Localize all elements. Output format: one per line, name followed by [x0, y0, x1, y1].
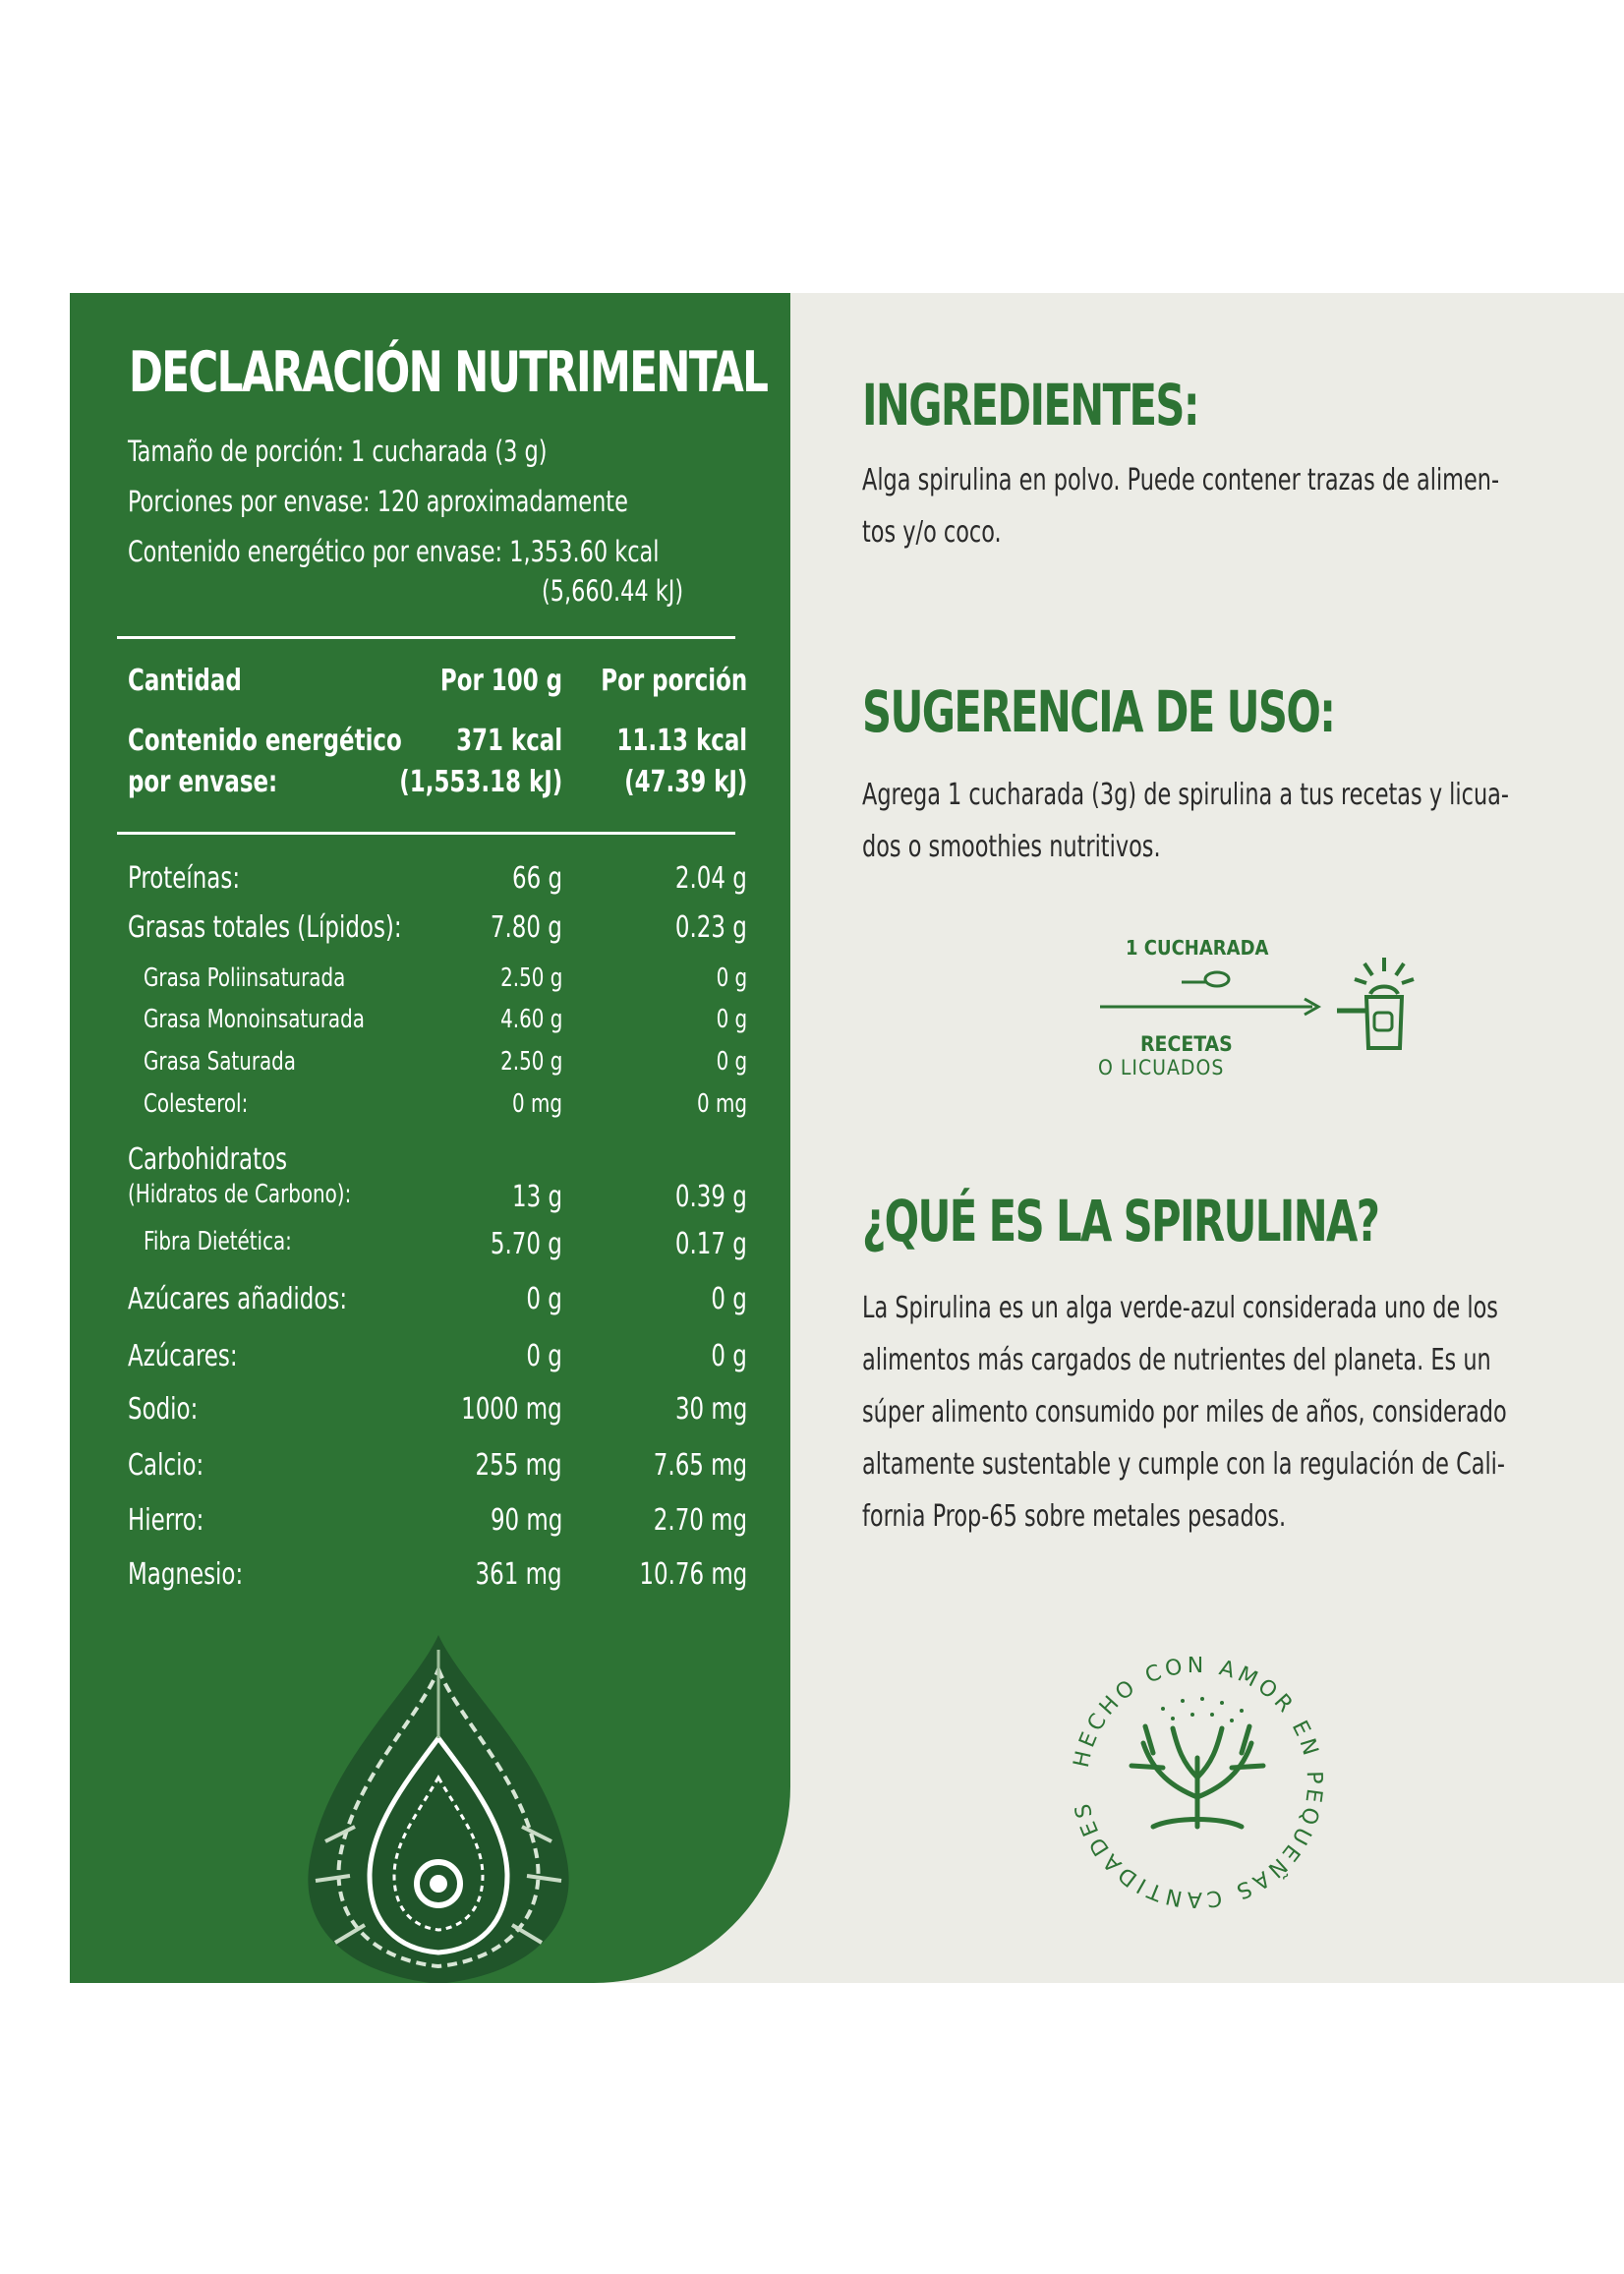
tree-icon: [1131, 1726, 1263, 1827]
table-row: Carbohidratos: [128, 1142, 288, 1177]
divider: [117, 636, 735, 639]
table-row: Grasas totales (Lípidos): 7.80 g 0.23 g: [128, 910, 747, 945]
arrow-icon: [1098, 995, 1324, 1019]
usage-title: SUGERENCIA DE USO:: [862, 678, 1335, 745]
ingredients-text: Alga spirulina en polvo. Puede contener trazas de alimen- tos y/o coco.: [862, 463, 1500, 550]
energy-per-container: Contenido energético por envase: 1,353.60 kcal: [128, 535, 660, 568]
about-text: La Spirulina es un alga verde-azul considerada uno de los alimentos más cargados de nutrientes del planeta. Es un súper alimento consumido por miles de años, considerado altamente sustentable y cumple con la regulación de Cali- fornia Prop-65 sobre metales pesados.: [862, 1291, 1507, 1534]
table-row: Colesterol: 0 mg 0 mg: [144, 1089, 747, 1119]
table-row: Grasa Poliinsaturada 2.50 g 0 g: [144, 963, 747, 993]
product-label: [70, 293, 1624, 1983]
energy-row-kj: por envase: (1,553.18 kJ) (47.39 kJ): [128, 765, 747, 799]
about-title: ¿QUÉ ES LA SPIRULINA?: [862, 1188, 1379, 1254]
usage-target: RECETAS: [1140, 1032, 1233, 1056]
nutrition-panel: [70, 293, 790, 1983]
table-row: Azúcares añadidos: 0 g 0 g: [128, 1282, 747, 1316]
energy-row: Contenido energético 371 kcal 11.13 kcal: [128, 724, 747, 758]
table-row: Azúcares: 0 g 0 g: [128, 1339, 747, 1373]
table-row: Proteínas: 66 g 2.04 g: [128, 861, 747, 896]
table-header: Cantidad Por 100 g Por porción: [128, 664, 747, 698]
table-row: Fibra Dietética: 5.70 g 0.17 g: [144, 1227, 747, 1261]
table-row: Grasa Saturada 2.50 g 0 g: [144, 1047, 747, 1077]
nutrition-title: DECLARACIÓN NUTRIMENTAL: [129, 340, 768, 405]
divider: [117, 832, 735, 835]
energy-per-container-kj: (5,660.44 kJ): [542, 574, 684, 608]
leaf-ornament: [296, 1630, 581, 1983]
table-row: (Hidratos de Carbono): 13 g 0.39 g: [128, 1180, 747, 1214]
spoon-icon: [1178, 967, 1233, 989]
usage-target-sub: O LICUADOS: [1098, 1056, 1225, 1079]
ingredients-title: INGREDIENTES:: [862, 372, 1198, 438]
usage-amount: 1 CUCHARADA: [1126, 936, 1269, 960]
table-row: Magnesio: 361 mg 10.76 mg: [128, 1557, 747, 1592]
handmade-seal: [1055, 1640, 1340, 1925]
table-row: Hierro: 90 mg 2.70 mg: [128, 1503, 747, 1538]
usage-graphic: [1065, 936, 1438, 1083]
blender-cup-icon: [1335, 950, 1433, 1058]
table-row: Calcio: 255 mg 7.65 mg: [128, 1448, 747, 1483]
servings-per-container: Porciones por envase: 120 aproximadamente: [128, 485, 628, 518]
serving-size: Tamaño de porción: 1 cucharada (3 g): [128, 435, 548, 468]
seal-text: HECHO CON AMOR EN PEQUEÑAS CANTIDADES: [1069, 1653, 1327, 1912]
table-row: Sodio: 1000 mg 30 mg: [128, 1392, 747, 1427]
usage-text: Agrega 1 cucharada (3g) de spirulina a tus recetas y licua- dos o smoothies nutritivos.: [862, 778, 1509, 864]
table-row: Grasa Monoinsaturada 4.60 g 0 g: [144, 1005, 747, 1034]
